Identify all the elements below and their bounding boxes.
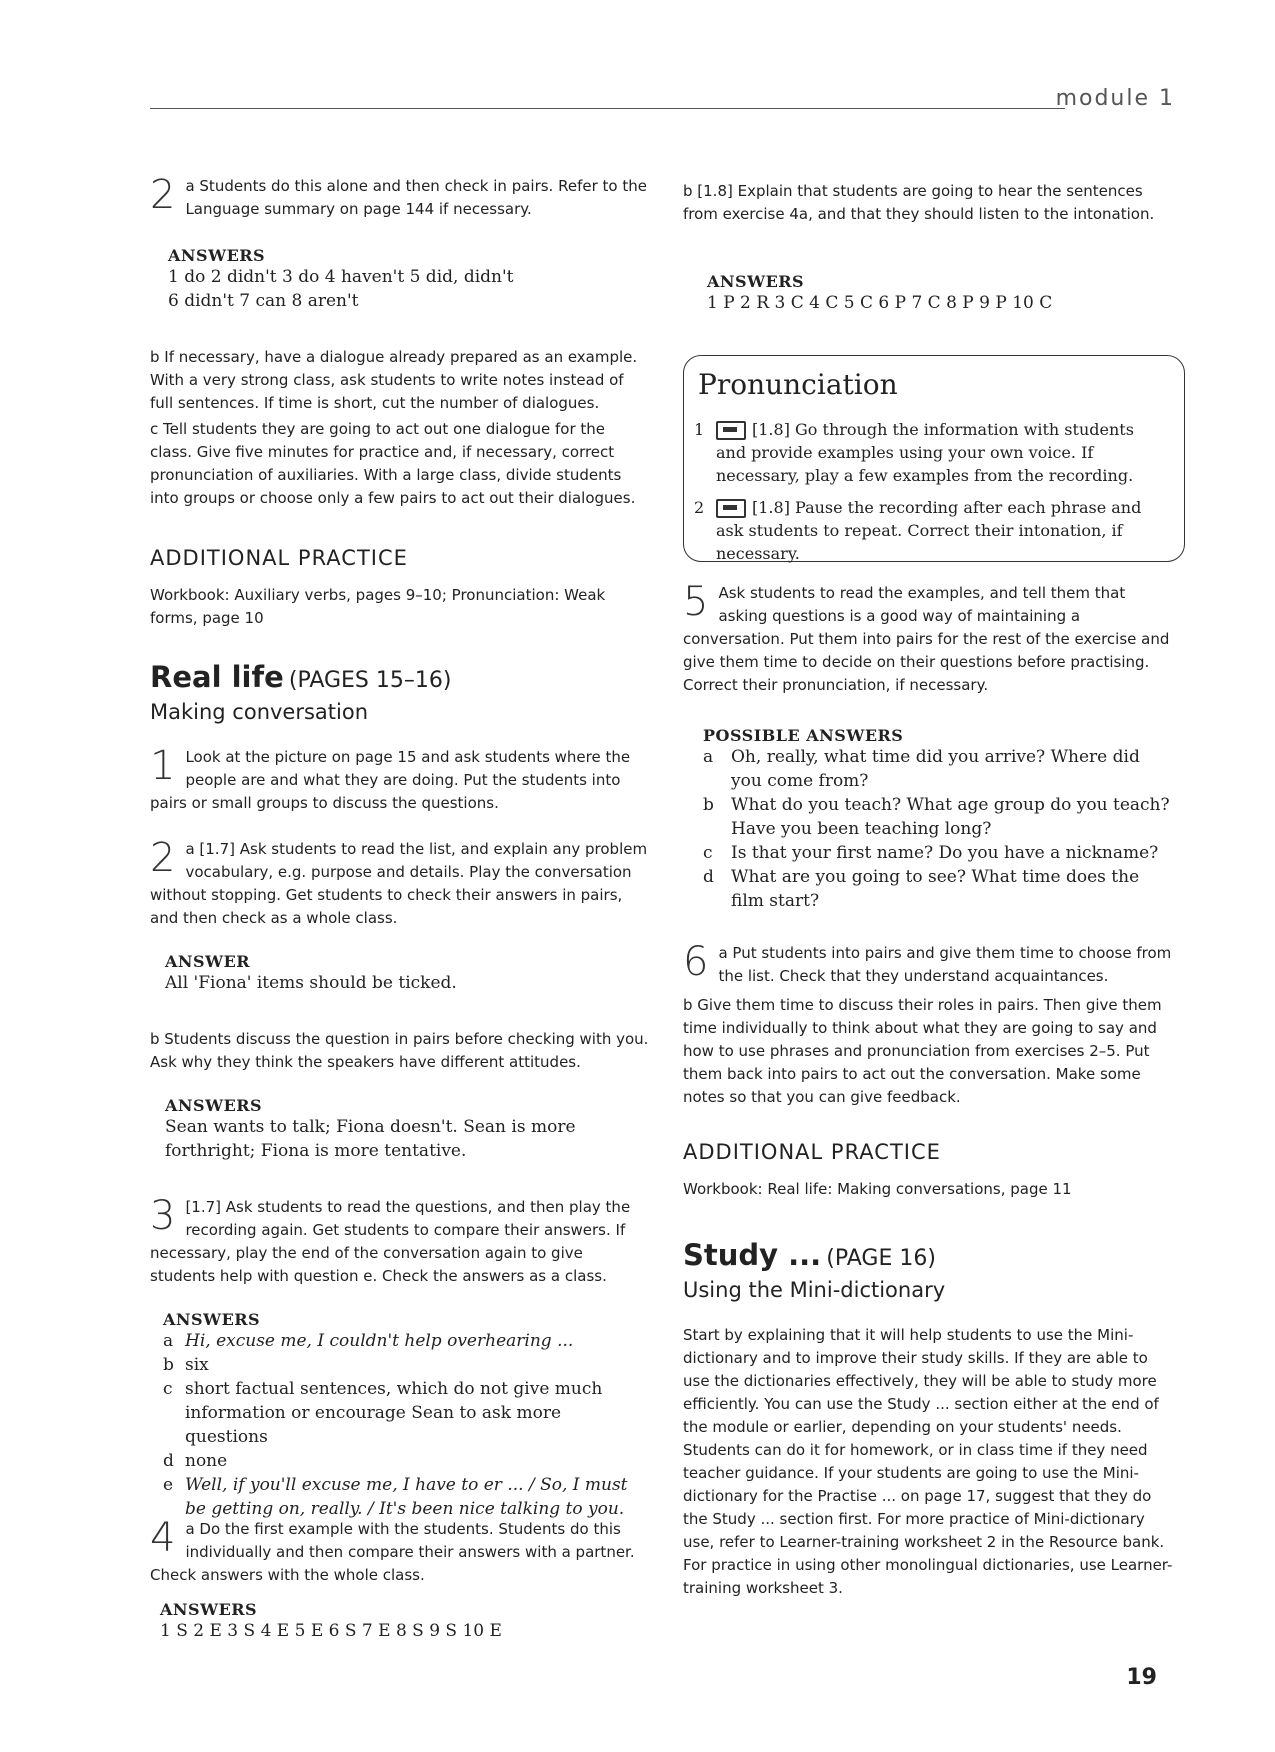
real-life-6a [683,939,1173,988]
answers-line: 1 P 2 R 3 C 4 C 5 C 6 P 7 C 8 P 9 P 10 C [707,293,1053,313]
exercise-2c [150,418,650,510]
answers-line: 1 S 2 E 3 S 4 E 5 E 6 S 7 E 8 S 9 S 10 E [160,1621,502,1641]
exercise-2a [150,172,650,221]
exercise-text: b Give them time to discuss their roles in pairs. Then give them time individually to think about what they are going to say and how to use phrases and pronunciation from exercises 2–5. Put them back into pairs to act out the conversation. Make some notes so that you can give feedback. [683,996,1162,1106]
real-life-2b [150,1028,650,1074]
section-title: Real life [150,660,284,694]
answers-box-7 [703,726,1173,913]
exercise-number: 2 [150,172,176,218]
pronunciation-box [683,355,1185,562]
answers-heading: ANSWERS [707,272,805,291]
additional-practice-heading: ADDITIONAL PRACTICE [683,1140,941,1164]
exercise-text: b If necessary, have a dialogue already prepared as an example. With a very strong class, ask students to write notes instead of full sentences. If time is short, cut the number of dialogues. [150,348,638,412]
answers-box-3 [165,1096,585,1163]
answers-heading: ANSWERS [163,1310,261,1329]
answers-line: 6 didn't 7 can 8 aren't [168,291,359,311]
answers-box-5 [160,1600,660,1643]
answer-item: b What do you teach? What age group do you teach? Have you been teaching long? [703,795,1170,839]
additional-practice-1 [150,546,650,630]
pronunciation-item: 1 [1.8] Go through the information with students and provide examples using your own voice. If necessary, play a few examples from the recording. [694,420,1134,485]
answer-item: c short factual sentences, which do not give much information or encourage Sean to ask more questions [163,1379,603,1447]
exercise-text: a Students do this alone and then check in pairs. Refer to the Language summary on page 144 if necessary. [185,177,647,218]
exercise-number: 6 [683,939,709,985]
workbook-label: Workbook: [683,1180,763,1198]
page-number: 19 [1126,1665,1157,1690]
section-subtitle: Making conversation [150,700,369,724]
real-life-4 [150,1515,650,1587]
answers-box-1 [168,246,668,313]
audio-tape-icon [716,421,746,440]
exercise-2b [150,346,650,415]
answer-item: a Oh, really, what time did you arrive? Where did you come from? [703,747,1140,791]
exercise-number: 4 [150,1515,176,1561]
answer-item: d What are you going to see? What time does the film start? [703,867,1140,911]
exercise-4b [683,180,1173,226]
additional-practice-2 [683,1140,1173,1201]
real-life-6b [683,994,1173,1109]
header-rule [150,108,1065,109]
section-real-life [150,660,650,724]
section-pages: (PAGE 16) [826,1246,936,1271]
exercise-text: a Do the first example with the students. Students do this individually and then compare their answers with a partner. Check answers with the whole class. [150,1520,635,1584]
real-life-2a [150,835,650,930]
answer-item: a Hi, excuse me, I couldn't help overhearing ... [163,1331,574,1351]
answers-heading: ANSWERS [168,246,266,265]
answers-line: Sean wants to talk; Fiona doesn't. Sean is more forthright; Fiona is more tentative. [165,1117,576,1161]
section-study [683,1238,1173,1600]
exercise-text: b Students discuss the question in pairs before checking with you. Ask why they think the speakers have different attitudes. [150,1030,649,1071]
exercise-text: c Tell students they are going to act out one dialogue for the class. Give five minutes for practice and, if necessary, correct pronunciation of auxiliaries. With a large class, divide students into groups or choose only a few pairs to act out their dialogues. [150,420,636,507]
exercise-number: 5 [683,579,709,625]
module-label: module 1 [1055,86,1175,111]
answers-box-6 [707,272,1197,315]
answer-item: d none [163,1451,228,1471]
answers-box-4 [163,1310,633,1521]
section-title: Study ... [683,1238,822,1272]
exercise-number: 3 [150,1193,176,1239]
section-subtitle: Using the Mini-dictionary [683,1278,946,1302]
exercise-text: Look at the picture on page 15 and ask students where the people are and what they are doing. Put the students into pairs or small groups to discuss the questions. [150,748,631,812]
real-life-3 [150,1193,650,1288]
answers-heading: POSSIBLE ANSWERS [703,726,904,745]
answers-line: 1 do 2 didn't 3 do 4 haven't 5 did, didn't [168,267,514,287]
workbook-text: Real life: Making conversations, page 11 [762,1180,1072,1198]
answer-item: b six [163,1355,209,1375]
study-text: Start by explaining that it will help students to use the Mini-dictionary and to improve their study skills. If they are able to use the dictionaries effectively, they will be able to study more efficiently. You can use the Study ... section either at the end of the module or earlier, depending on your students' needs. Students can do it for homework, or in class time if they need teacher guidance. If your students are going to use the Mini-dictionary for the Practise ... on page 17, suggest that they do the Study ... section first. For more practice of Mini-dictionary use, refer to Learner-training worksheet 2 in the Resource bank. For practice in using other monolingual dictionaries, use Learner-training worksheet 3. [683,1326,1173,1597]
answer-item: e Well, if you'll excuse me, I have to er ... / So, I must be getting on, really. / It's been nice talking to you. [163,1475,628,1519]
pronunciation-title: Pronunciation [698,368,898,401]
exercise-text: Ask students to read the examples, and tell them that asking questions is a good way of maintaining a conversation. Put them into pairs for the rest of the exercise and give them time to decide on their questions before practising. Correct their pronunciation, if necessary. [683,584,1170,694]
exercise-number: 1 [150,743,176,789]
exercise-text: [1.7] Ask students to read the questions, and then play the recording again. Get students to compare their answers. If necessary, play the end of the conversation again to give students help with question e. Check the answers as a class. [150,1198,631,1285]
answers-box-2 [165,952,665,995]
answer-item: c Is that your first name? Do you have a nickname? [703,843,1159,863]
real-life-1 [150,743,650,815]
answers-line: All 'Fiona' items should be ticked. [165,973,457,993]
pronunciation-item: 2 [1.8] Pause the recording after each phrase and ask students to repeat. Correct their intonation, if necessary. [694,498,1142,563]
section-pages: (PAGES 15–16) [288,668,452,693]
workbook-label: Workbook: [150,586,230,604]
real-life-5 [683,579,1173,697]
workbook-text: Auxiliary verbs, pages 9–10; Pronunciation: Weak forms, page 10 [150,586,606,627]
additional-practice-heading: ADDITIONAL PRACTICE [150,546,408,570]
exercise-number: 2 [150,835,176,881]
exercise-text: a [1.7] Ask students to read the list, and explain any problem vocabulary, e.g. purpose and details. Play the conversation without stopping. Get students to check their answers in pairs, and then check as a whole class. [150,840,648,927]
exercise-text: b [1.8] Explain that students are going to hear the sentences from exercise 4a, and that they should listen to the intonation. [683,182,1155,223]
exercise-text: a Put students into pairs and give them time to choose from the list. Check that they understand acquaintances. [718,944,1172,985]
answers-heading: ANSWERS [165,1096,263,1115]
audio-tape-icon [716,499,746,518]
answers-heading: ANSWER [165,952,251,971]
answers-heading: ANSWERS [160,1600,258,1619]
